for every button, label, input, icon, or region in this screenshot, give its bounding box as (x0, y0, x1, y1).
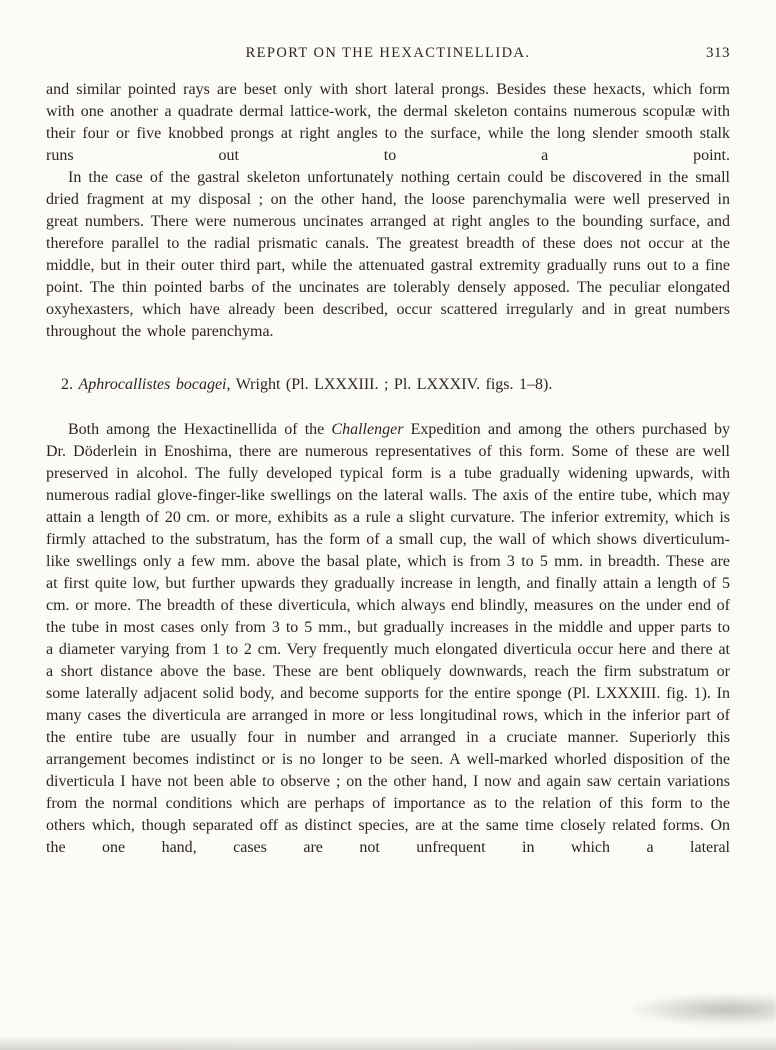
scan-edge-shadow (0, 1036, 776, 1050)
section-heading-rest: , Wright (Pl. LXXXIII. ; Pl. LXXXIV. figs. 1–8). (226, 376, 553, 393)
section-heading (46, 374, 730, 396)
scan-smudge-artifact (616, 992, 776, 1024)
section-number: 2. (61, 376, 79, 393)
page-number: 313 (706, 45, 730, 61)
challenger-italic: Challenger (331, 421, 404, 438)
text-body (46, 79, 730, 859)
paragraph-gastral-skeleton: In the case of the gastral skeleton unfortunately nothing certain could be discovered in the small dried fragment at my disposal ; on the other hand, the loose parenchymalia were well preserved in great numbers. There were numerous uncinates arranged at right angles to the bounding surface, and therefore parallel to the radial prismatic canals. The greatest breadth of these does not occur at the middle, but in their outer third part, while the attenuated gastral extremity gradually runs out to a fine point. The thin pointed barbs of the uncinates are tolerably densely apposed. The peculiar elongated oxyhexasters, which have already been described, occur scattered irregularly and in great numbers throughout the whole parenchyma. (46, 169, 730, 340)
page-header (46, 45, 730, 62)
paragraph-continuation-from-previous-page: and similar pointed rays are beset only with short lateral prongs. Besides these hexacts, which form with one another a quadrate dermal lattice-work, the dermal skeleton contains numerous scopulæ with their four or five knobbed prongs at right angles to the surface, while the long slender smooth stalk runs out to a point. (46, 81, 730, 164)
paragraph-text: Expedition and among the others purchased by Dr. Döderlein in Enoshima, there are numerous representatives of this form. Some of these are well preserved in alcohol. The fully developed typical form is a tube gradually widening upwards, with numerous radial glove-finger-like swellings on the lateral walls. The axis of the entire tube, which may attain a length of 20 cm. or more, exhibits as a rule a slight curvature. The inferior extremity, which is firmly attached to the substratum, has the form of a small cup, the wall of which shows diverticulum-like swellings only a few mm. above the basal plate, which is from 3 to 5 mm. in breadth. These are at first quite low, but further upwards they gradually increase in length, and finally attain a length of 5 cm. or more. The breadth of these diverticula, which always end blindly, measures on the under end of the tube in most cases only from 3 to 5 mm., but gradually increases in the middle and upper parts to a diameter varying from 1 to 2 cm. Very frequently much elongated diverticula occur here and there at a short distance above the base. These are bent obliquely downwards, reach the firm substratum or some laterally adjacent solid body, and become supports for the entire sponge (Pl. LXXXIII. fig. 1). In many cases the diverticula are arranged in more or less longitudinal rows, which in the inferior part of the entire tube are usually four in number and arranged in a cruciate manner. Superiorly this arrangement becomes indistinct or is no longer to be seen. A well-marked whorled disposition of the diverticula I have not been able to observe ; on the other hand, I now and again saw certain variations from the normal conditions which are perhaps of importance as to the relation of this form to the others which, though separated off as distinct species, are at the same time closely related forms. On the one hand, cases are not unfrequent in which a lateral (46, 421, 731, 856)
species-name: Aphrocallistes bocagei (78, 376, 227, 393)
paragraph-text: Both among the Hexactinellida of the (68, 421, 332, 438)
paragraph-continues-next-page (46, 419, 730, 859)
running-title: REPORT ON THE HEXACTINELLIDA. (245, 45, 531, 61)
